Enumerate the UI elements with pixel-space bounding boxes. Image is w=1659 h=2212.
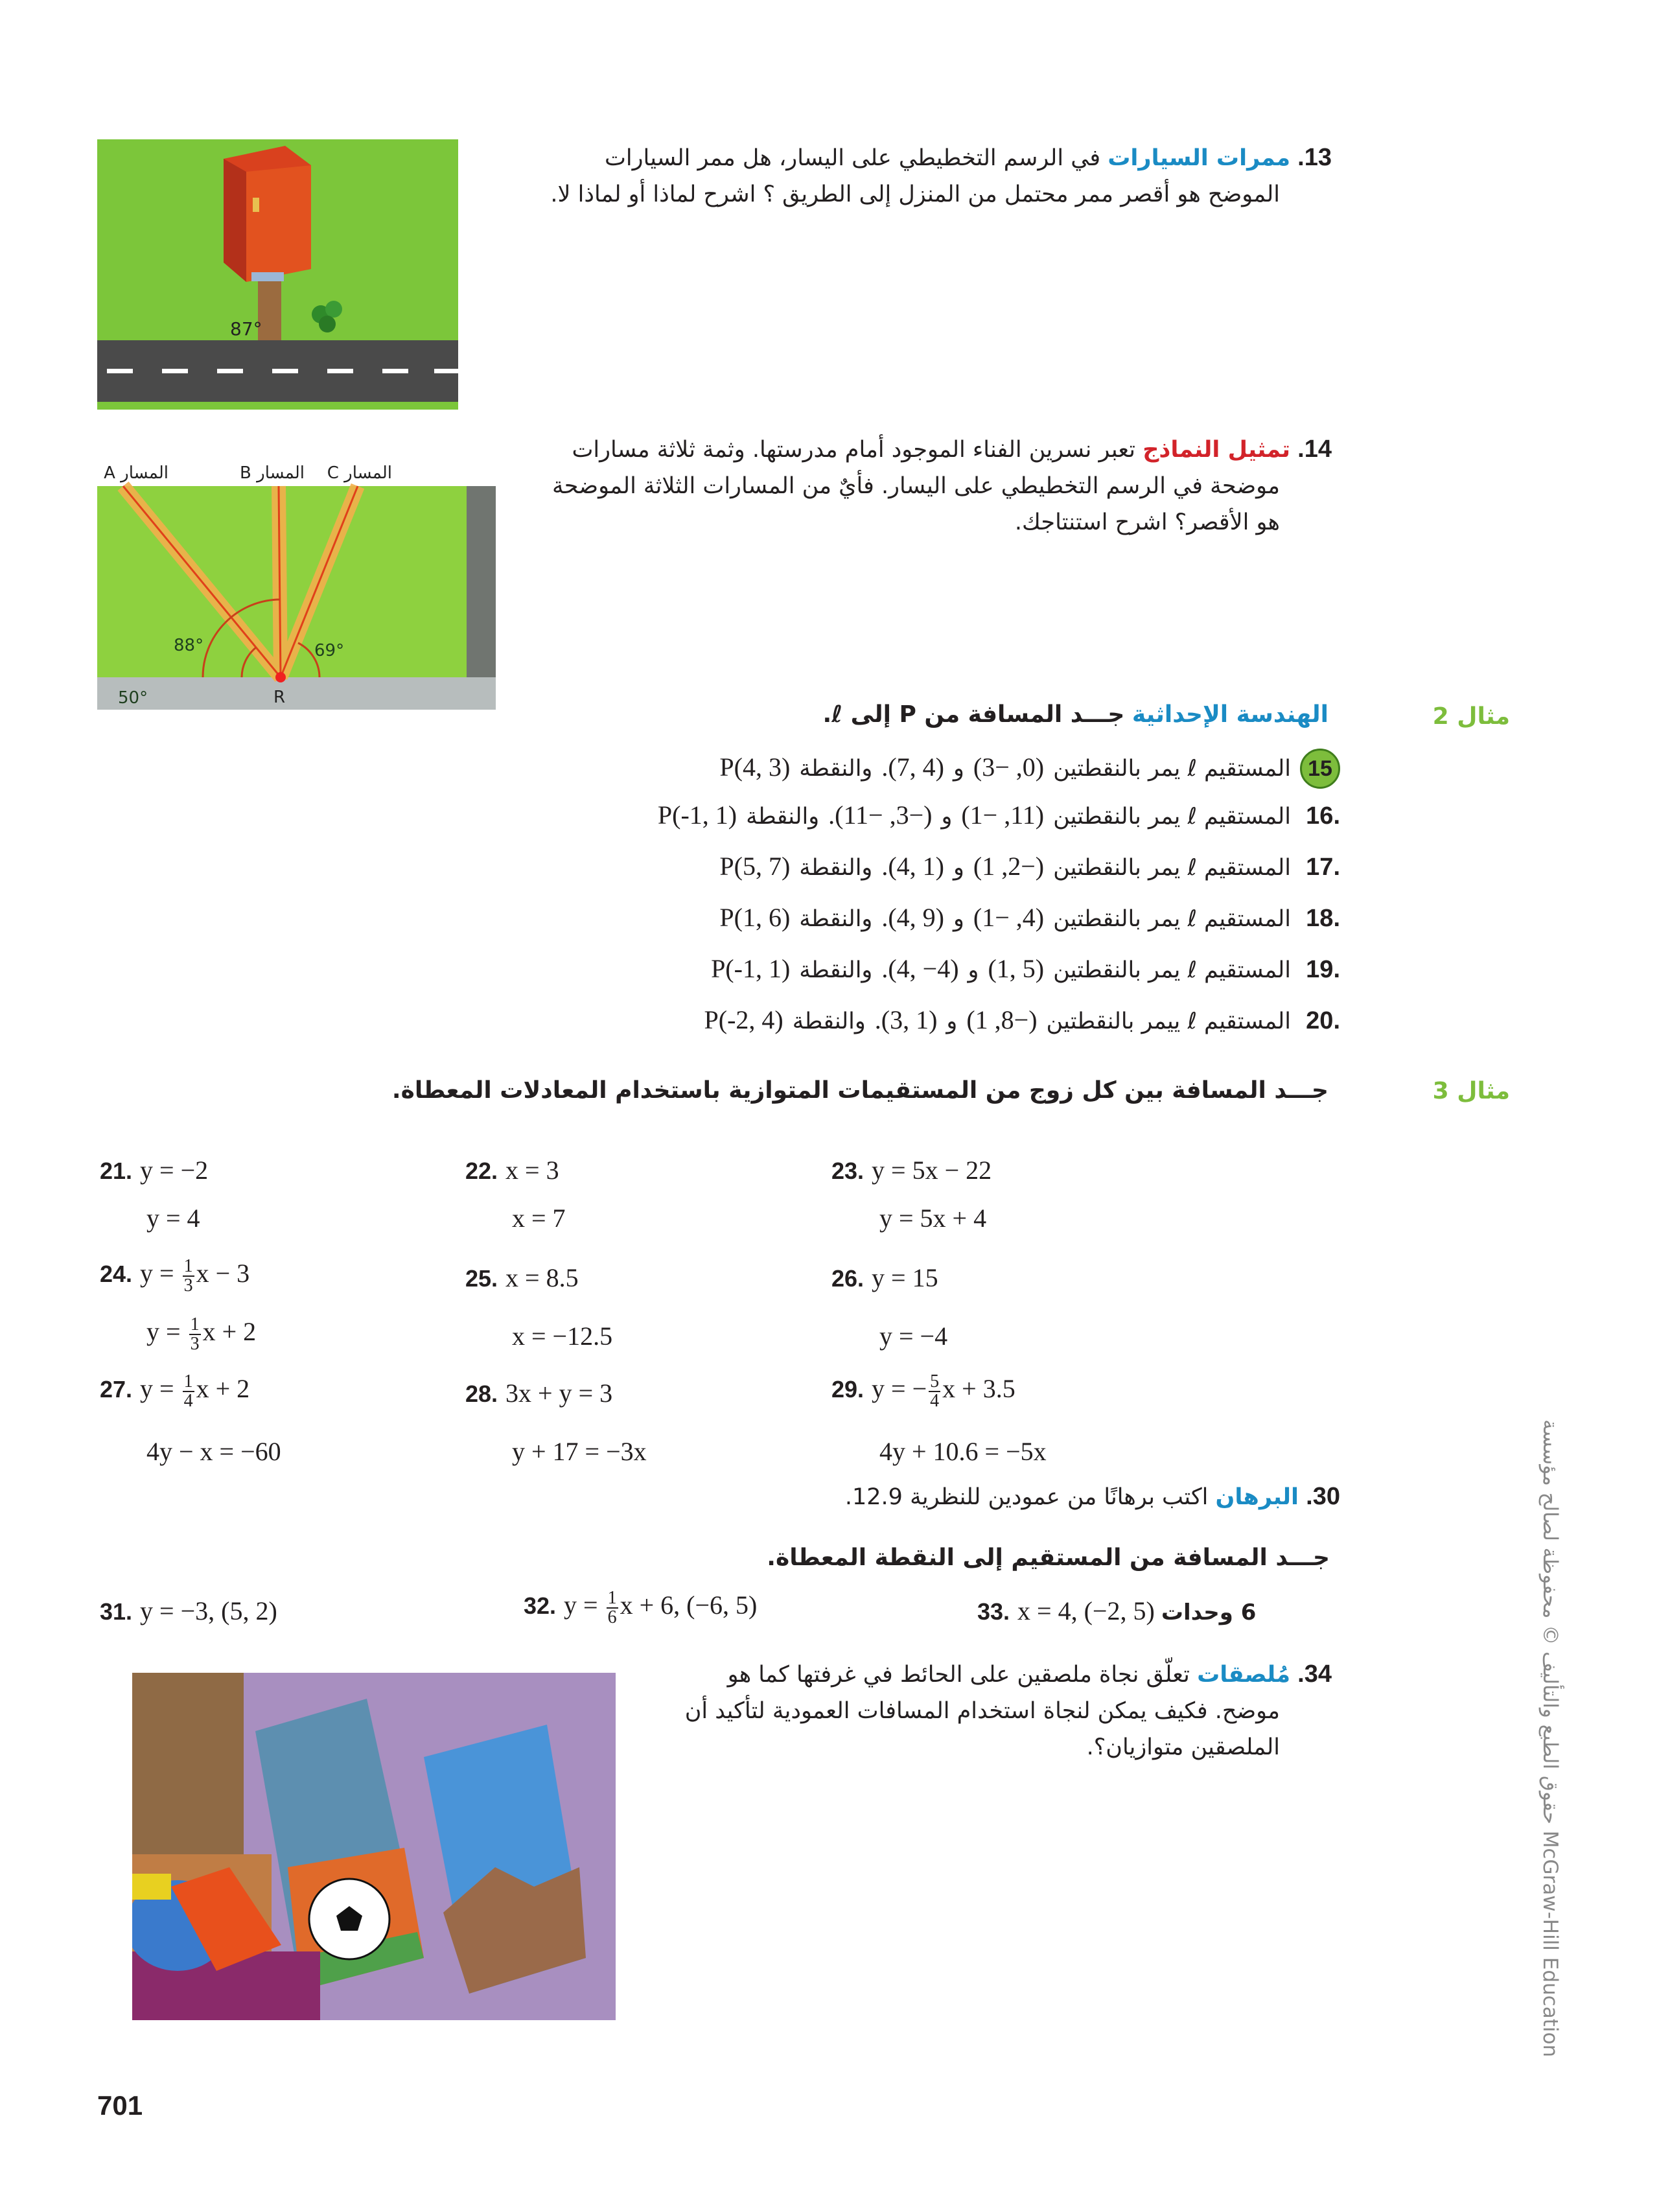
question-32: 32. y = $\frac{1}{6}$ x + 6, (−6, 5) — [524, 1588, 758, 1627]
point-r: R — [273, 688, 286, 707]
point-1: (1, 5) — [988, 954, 1045, 983]
angle-88: 88° — [174, 636, 204, 655]
question-25: 25. x = 8.5 — [465, 1263, 579, 1292]
label: و — [953, 855, 964, 881]
path-b-label: المسار B — [240, 463, 305, 483]
example-3-label: مثال 3 — [1432, 1078, 1510, 1104]
question-text: في الرسم التخطيطي على اليسار، هل ممر السيارات — [604, 145, 1101, 171]
keyword: البرهان — [1215, 1484, 1299, 1510]
point-2: .(4, 9) — [881, 903, 944, 932]
page-number: 701 — [97, 2090, 143, 2121]
question-number: 15 — [1300, 749, 1340, 789]
question-text: موضحة في الرسم التخطيطي على اليسار. فأيٌ من المسارات الثلاثة الموضحة — [552, 473, 1280, 499]
point-p: P(-1, 1) — [657, 800, 737, 830]
label: والنقطة — [799, 906, 873, 932]
point-2: .(7, 4) — [881, 752, 944, 782]
label: و — [946, 1008, 958, 1034]
angle-label: 87° — [230, 318, 262, 340]
angle-50-label: 50° — [118, 688, 148, 708]
list-item — [518, 953, 1340, 1005]
answer-note: 6 وحدات — [1161, 1600, 1257, 1625]
question-number: 20. — [1306, 1007, 1340, 1034]
question-26-b: y = −4 — [879, 1321, 948, 1351]
label: و — [953, 755, 964, 782]
question-14 — [505, 431, 1332, 541]
question-13 — [505, 139, 1332, 213]
question-number: 14. — [1297, 436, 1332, 463]
question-21-b: y = 4 — [146, 1204, 200, 1233]
question-28-b: y + 17 = −3x — [512, 1437, 647, 1466]
point-1: (1 ,2−) — [973, 852, 1045, 881]
label: المستقيم ℓ ييمر بالنقطتين — [1046, 1008, 1291, 1034]
point-1: (1 ,8−) — [966, 1005, 1038, 1034]
question-33: 33. x = 4, (−2, 5) 6 وحدات — [977, 1596, 1257, 1625]
question-text: هو الأقصر؟ اشرح استنتاجك. — [1014, 509, 1280, 535]
point-2: .(4, 1) — [881, 852, 944, 881]
question-22-b: x = 7 — [512, 1204, 566, 1233]
driveway-figure — [97, 139, 458, 410]
list-item — [518, 1005, 1340, 1056]
keyword: تمثيل النماذج — [1143, 437, 1291, 463]
keyword: الهندسة الإحداثية — [1131, 701, 1328, 728]
question-27: 27. y = $\frac{1}{4}$ x + 2 — [100, 1371, 250, 1411]
question-text: تعبر نسرين الفناء الموجود أمام مدرستها. وثمة ثلاثة مسارات — [572, 437, 1136, 463]
question-24: 24. y = $\frac{1}{3}$ x − 3 — [100, 1256, 250, 1296]
copyright-notice: حقوق الطبع والتأليف © محفوظة لصالح مؤسسة McGraw-Hill Education — [1538, 1419, 1562, 2058]
question-21: 21. y = −2 — [100, 1156, 209, 1185]
point-2: .(3, 1) — [874, 1005, 938, 1034]
keyword: مُلصقات — [1197, 1662, 1291, 1688]
paths-figure — [97, 455, 499, 714]
point-p: P(-1, 1) — [711, 954, 791, 983]
label: والنقطة — [799, 855, 873, 881]
question-25-b: x = −12.5 — [512, 1321, 613, 1351]
point-1: (1− ,11) — [961, 800, 1045, 830]
point-line-instruction: جـــد المسافة من المستقيم إلى النقطة المعطاة. — [767, 1544, 1330, 1571]
label: المستقيم ℓ يمر بالنقطتين — [1053, 755, 1291, 782]
question-30: 30. البرهان اكتب برهانًا من عمودين للنظرية 12.9. — [844, 1483, 1340, 1510]
question-28: 28. 3x + y = 3 — [465, 1379, 613, 1408]
point-1: (3− ,0) — [973, 752, 1045, 782]
question-29-b: 4y + 10.6 = −5x — [879, 1437, 1047, 1466]
posters-figure — [132, 1673, 616, 2020]
question-31: 31. y = −3, (5, 2) — [100, 1596, 277, 1625]
question-text: الموضح هو أقصر ممر محتمل من المنزل إلى الطريق ؟ اشرح لماذا أو لماذا لا. — [550, 181, 1280, 207]
list-item — [518, 851, 1340, 902]
label: المستقيم ℓ يمر بالنقطتين — [1053, 957, 1291, 983]
question-number: 18. — [1306, 905, 1340, 932]
label: والنقطة — [746, 804, 820, 830]
list-item — [518, 749, 1340, 800]
question-29: 29. y = − $\frac{5}{4}$ x + 3.5 — [831, 1371, 1015, 1411]
point-p: P(5, 7) — [719, 852, 791, 881]
question-number: 17. — [1306, 854, 1340, 881]
distance-point-line-list — [518, 749, 1340, 1056]
point-p: P(1, 6) — [719, 903, 791, 932]
example-2-header — [583, 701, 1328, 728]
point-p: P(-2, 4) — [704, 1005, 783, 1034]
question-26: 26. y = 15 — [831, 1263, 938, 1292]
list-item — [518, 800, 1340, 851]
label: والنقطة — [792, 1008, 866, 1034]
point-p: P(4, 3) — [719, 752, 791, 782]
point-1: (1− ,4) — [973, 903, 1045, 932]
label: و — [941, 804, 953, 830]
question-34: 34. مُلصقات تعلّق نجاة ملصقين على الحائط في غرفتها كما هو موضح. فكيف يمكن لنجاة استخدام المسافات العمودية لتأكيد أن الملصقين متوازيان؟. — [684, 1660, 1332, 1760]
label: والنقطة — [799, 755, 873, 782]
question-23-b: y = 5x + 4 — [879, 1204, 987, 1233]
path-a-label: المسار A — [104, 463, 168, 483]
question-27-b: 4y − x = −60 — [146, 1437, 281, 1466]
keyword: ممرات السيارات — [1108, 145, 1291, 171]
angle-69: 69° — [314, 641, 345, 660]
example-2-label: مثال 2 — [1432, 703, 1510, 730]
label: والنقطة — [799, 957, 873, 983]
question-number: 16. — [1306, 802, 1340, 830]
point-2: .(11− ,3−) — [828, 800, 933, 830]
question-22: 22. x = 3 — [465, 1156, 559, 1185]
question-number: 19. — [1306, 956, 1340, 983]
question-number: 13. — [1297, 144, 1332, 171]
example-3-instruction: جـــد المسافة بين كل زوج من المستقيمات المتوازية باستخدام المعادلات المعطاة. — [391, 1077, 1328, 1104]
label: و — [953, 906, 964, 932]
question-23: 23. y = 5x − 22 — [831, 1156, 992, 1185]
label: و — [968, 957, 979, 983]
list-item — [518, 902, 1340, 953]
path-c-label: المسار C — [327, 463, 392, 483]
instruction: جـــد المسافة من P إلى ℓ. — [822, 701, 1125, 728]
point-2: .(4, −4) — [881, 954, 959, 983]
label: المستقيم ℓ يمر بالنقطتين — [1053, 855, 1291, 881]
question-24-b: y = $\frac{1}{3}$ x + 2 — [146, 1314, 257, 1354]
label: المستقيم ℓ يمر بالنقطتين — [1053, 804, 1291, 830]
label: المستقيم ℓ يمر بالنقطتين — [1053, 906, 1291, 932]
